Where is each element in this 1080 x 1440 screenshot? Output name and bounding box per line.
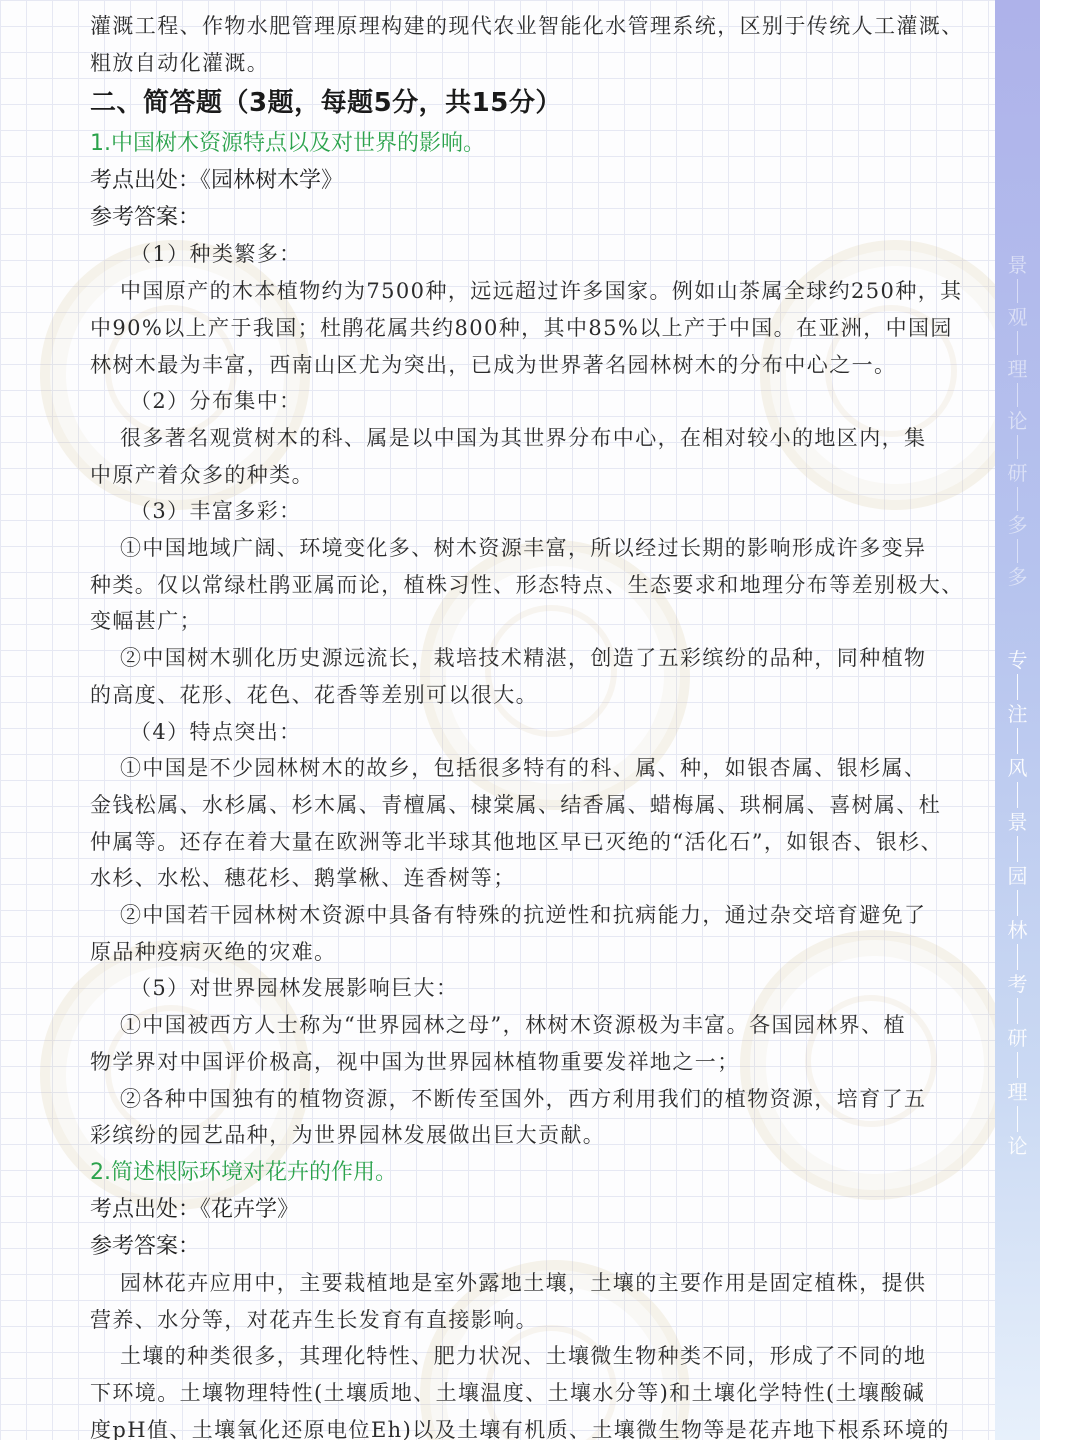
question-1-title: 1.中国树木资源特点以及对世界的影响。 bbox=[90, 131, 485, 157]
side-banner-divider bbox=[1017, 782, 1018, 808]
question-2-title: 2.简述根际环境对花卉的作用。 bbox=[90, 1159, 397, 1185]
side-banner-char: 多 bbox=[1007, 565, 1028, 589]
answer-line: 土壤的种类很多，其理化特性、肥力状况、土壤微生物种类不同，形成了不同的地 bbox=[120, 1344, 927, 1369]
answer-line: ②中国树木驯化历史源远流长，栽培技术精湛，创造了五彩缤纷的品种，同种植物 bbox=[120, 646, 927, 671]
side-banner-char: 注 bbox=[1007, 702, 1028, 726]
answer-line: 物学界对中国评价极高，视中国为世界园林植物重要发祥地之一； bbox=[90, 1049, 740, 1074]
answer-line: 水杉、水松、穗花杉、鹅掌楸、连香树等； bbox=[90, 866, 516, 891]
side-banner-char: 论 bbox=[1007, 409, 1028, 433]
side-banner bbox=[995, 0, 1040, 1440]
side-banner-divider bbox=[1017, 383, 1018, 407]
side-banner-divider bbox=[1017, 1052, 1018, 1078]
question-2-source: 考点出处：《花卉学》 bbox=[90, 1196, 300, 1222]
side-banner-lower-text bbox=[995, 650, 1040, 1156]
answer-line: （1）种类繁多： bbox=[130, 242, 302, 267]
side-banner-divider bbox=[1017, 1106, 1018, 1132]
intro-line: 粗放自动化灌溉。 bbox=[90, 50, 270, 75]
answer-line: 中原产着众多的种类。 bbox=[90, 462, 314, 487]
side-banner-char: 论 bbox=[1007, 1134, 1028, 1158]
answer-line: 园林花卉应用中，主要栽植地是室外露地土壤，土壤的主要作用是固定植株，提供 bbox=[120, 1270, 927, 1295]
side-banner-divider bbox=[1017, 487, 1018, 511]
answer-line: 中90%以上产于我国；杜鹃花属共约800种，其中85%以上产于中国。在亚洲，中国园 bbox=[90, 315, 953, 340]
side-banner-char: 风 bbox=[1007, 756, 1028, 780]
question-2-answer-label: 参考答案： bbox=[90, 1233, 201, 1259]
section-heading: 二、简答题（3题，每题5分，共15分） bbox=[90, 88, 562, 119]
intro-paragraph bbox=[90, 8, 995, 81]
question-1-answer bbox=[90, 236, 995, 1154]
side-banner-divider bbox=[1017, 944, 1018, 970]
answer-line: （5）对世界园林发展影响巨大： bbox=[130, 976, 459, 1001]
right-margin bbox=[1040, 0, 1080, 1440]
question-1-answer-label: 参考答案： bbox=[90, 205, 201, 231]
side-banner-char: 园 bbox=[1007, 864, 1028, 888]
side-banner-char: 多 bbox=[1007, 513, 1028, 537]
answer-line: ①中国是不少园林树木的故乡，包括很多特有的科、属、种，如银杏属、银杉属、 bbox=[120, 756, 927, 781]
side-banner-divider bbox=[1017, 836, 1018, 862]
side-banner-char: 专 bbox=[1007, 648, 1028, 672]
answer-line: 彩缤纷的园艺品种，为世界园林发展做出巨大贡献。 bbox=[90, 1123, 606, 1148]
answer-line: 的高度、花形、花色、花香等差别可以很大。 bbox=[90, 682, 538, 707]
answer-line: ②各种中国独有的植物资源，不断传至国外，西方利用我们的植物资源，培育了五 bbox=[120, 1086, 927, 1111]
side-banner-divider bbox=[1017, 890, 1018, 916]
answer-line: 很多著名观赏树木的科、属是以中国为其世界分布中心，在相对较小的地区内，集 bbox=[120, 425, 927, 450]
intro-line: 灌溉工程、作物水肥管理原理构建的现代农业智能化水管理系统，区别于传统人工灌溉、 bbox=[90, 14, 964, 38]
side-banner-char: 研 bbox=[1007, 1026, 1028, 1050]
answer-line: （3）丰富多彩： bbox=[130, 499, 302, 524]
answer-line: 仲属等。还存在着大量在欧洲等北半球其他地区早已灭绝的“活化石”，如银杏、银杉、 bbox=[90, 829, 944, 854]
side-banner-char: 理 bbox=[1007, 357, 1028, 381]
answer-line: 种类。仅以常绿杜鹃亚属而论，植株习性、形态特点、生态要求和地理分布等差别极大、 bbox=[90, 572, 964, 597]
answer-line: ①中国被西方人士称为“世界园林之母”，林树木资源极为丰富。各国园林界、植 bbox=[120, 1013, 906, 1038]
side-banner-divider bbox=[1017, 728, 1018, 754]
answer-line: （2）分布集中： bbox=[130, 389, 302, 414]
side-banner-divider bbox=[1017, 674, 1018, 700]
side-banner-divider bbox=[1017, 998, 1018, 1024]
answer-line: 度pH值、土壤氧化还原电位Eh)以及土壤有机质、土壤微生物等是花卉地下根系环境的 bbox=[90, 1417, 950, 1440]
side-banner-char: 考 bbox=[1007, 972, 1028, 996]
answer-line: 下环境。土壤物理特性(土壤质地、土壤温度、土壤水分等)和土壤化学特性(土壤酸碱 bbox=[90, 1381, 926, 1406]
question-1-source: 考点出处：《园林树木学》 bbox=[90, 168, 344, 194]
side-banner-divider bbox=[1017, 435, 1018, 459]
side-banner-char: 观 bbox=[1007, 305, 1028, 329]
side-banner-char: 景 bbox=[1007, 810, 1028, 834]
answer-line: 原品种疫病灭绝的灾难。 bbox=[90, 939, 337, 964]
question-2-answer bbox=[90, 1265, 995, 1440]
side-banner-char: 景 bbox=[1007, 253, 1028, 277]
document-body bbox=[90, 8, 995, 1440]
side-banner-char: 研 bbox=[1007, 461, 1028, 485]
answer-line: 中国原产的木本植物约为7500种，远远超过许多国家。例如山茶属全球约250种，其 bbox=[120, 279, 963, 304]
answer-line: ②中国若干园林树木资源中具备有特殊的抗逆性和抗病能力，通过杂交培育避免了 bbox=[120, 903, 927, 928]
answer-line: （4）特点突出： bbox=[130, 719, 302, 744]
side-banner-char: 林 bbox=[1007, 918, 1028, 942]
side-banner-divider bbox=[1017, 331, 1018, 355]
answer-line: ①中国地域广阔、环境变化多、树木资源丰富，所以经过长期的影响形成许多变异 bbox=[120, 536, 927, 561]
side-banner-divider bbox=[1017, 539, 1018, 563]
answer-line: 变幅甚广； bbox=[90, 609, 202, 634]
answer-line: 营养、水分等，对花卉生长发育有直接影响。 bbox=[90, 1307, 538, 1332]
side-banner-upper-text bbox=[995, 255, 1040, 587]
side-banner-divider bbox=[1017, 279, 1018, 303]
answer-line: 林树木最为丰富，西南山区尤为突出，已成为世界著名园林树木的分布中心之一。 bbox=[90, 352, 897, 377]
side-banner-char: 理 bbox=[1007, 1080, 1028, 1104]
answer-line: 金钱松属、水杉属、杉木属、青檀属、棣棠属、结香属、蜡梅属、珙桐属、喜树属、杜 bbox=[90, 792, 942, 817]
